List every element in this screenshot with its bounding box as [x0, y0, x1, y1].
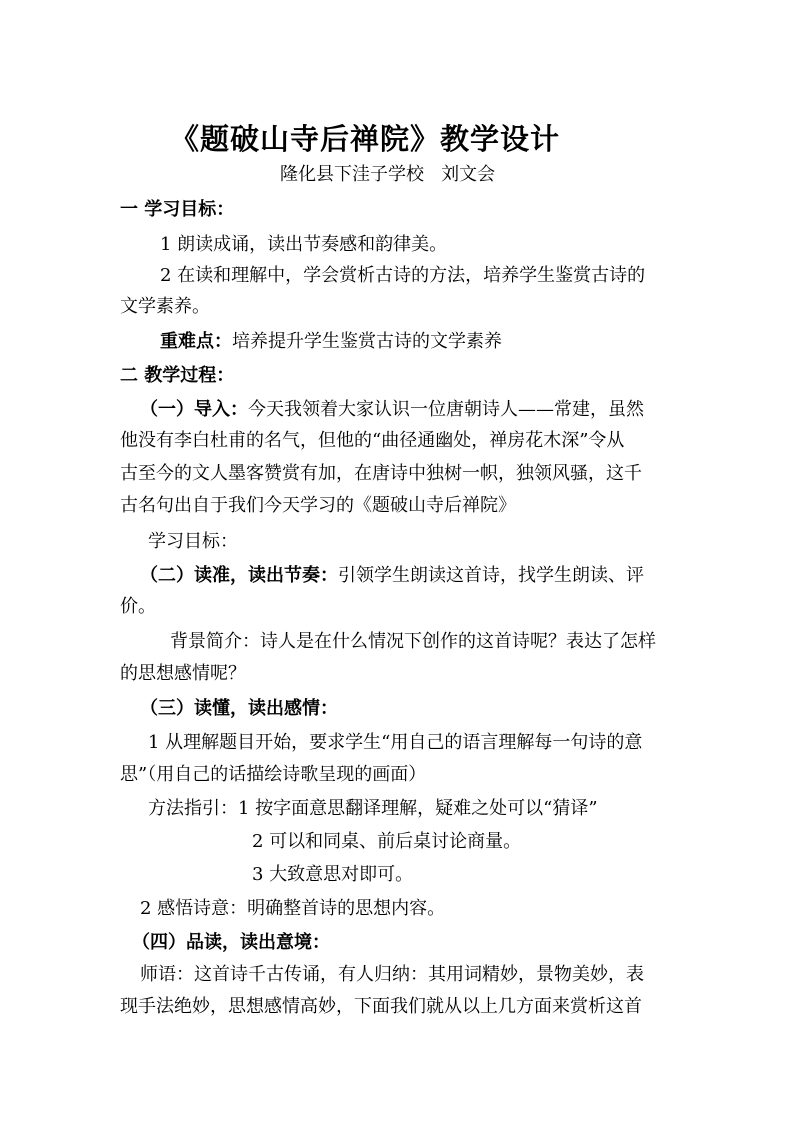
method-line3: 3 大致意思对即可。 — [252, 864, 414, 885]
step1-line1 — [140, 401, 644, 419]
goal-item-2-line2: 文学素养。 — [120, 296, 210, 317]
step1-label: （一）导入： — [140, 399, 248, 420]
key-points-label: 重难点： — [160, 331, 232, 352]
step1-line4: 古名句出自于我们今天学习的《题破山寺后禅院》 — [120, 495, 516, 516]
goal-item-2-line1: 2 在读和理解中，学会赏析古诗的方法，培养学生鉴赏古诗的 — [160, 265, 646, 286]
step2-text-a: 引领学生朗读这首诗，找学生朗读、评 — [338, 565, 644, 586]
goal-item-1: 1 朗读成诵，读出节奏感和韵律美。 — [160, 234, 448, 255]
method-line1: 方法指引：1 按字面意思翻译理解，疑难之处可以“猜译” — [148, 798, 598, 819]
section-heading-goals: 一 学习目标： — [120, 199, 235, 220]
key-points — [160, 333, 502, 351]
document-title: 《题破山寺后禅院》教学设计 — [170, 122, 561, 156]
teacher-line1: 师语：这首诗千古传诵，有人归纳：其用词精妙，景物美妙，表 — [140, 964, 644, 985]
background-line2: 的思想感情呢？ — [120, 663, 246, 684]
step4-label: （四）品读，读出意境： — [132, 932, 330, 953]
step1-line2: 他没有李白杜甫的名气，但他的“曲径通幽处，禅房花木深”令从 — [120, 430, 625, 451]
step1-line3: 古至今的文人墨客赞赏有加，在唐诗中独树一帜，独领风骚，这千 — [120, 463, 642, 484]
study-goal: 学习目标： — [148, 531, 238, 552]
step2-label: （二）读准，读出节奏： — [140, 565, 338, 586]
background-line1: 背景简介：诗人是在什么情况下创作的这首诗呢？表达了怎样 — [170, 631, 656, 652]
method-line2: 2 可以和同桌、前后桌讨论商量。 — [252, 831, 522, 852]
section-heading-process: 二 教学过程： — [120, 365, 235, 386]
step1-text-a: 今天我领着大家认识一位唐朝诗人——常建，虽然 — [248, 399, 644, 420]
step3-label: （三）读懂，读出感情： — [140, 698, 338, 719]
step2-line1 — [140, 567, 644, 585]
step2-line2: 价。 — [120, 596, 156, 617]
step3-line3: 2 感悟诗意：明确整首诗的思想内容。 — [140, 898, 446, 919]
teacher-line2: 现手法绝妙，思想感情高妙，下面我们就从以上几方面来赏析这首 — [120, 996, 642, 1017]
step3-line2: 思”（用自己的话描绘诗歌呈现的画面） — [120, 764, 427, 785]
step3-line1: 1 从理解题目开始，要求学生“用自己的语言理解每一句诗的意 — [148, 732, 643, 753]
author-line: 隆化县下洼子学校 刘文会 — [280, 164, 496, 185]
key-points-text: 培养提升学生鉴赏古诗的文学素养 — [232, 331, 502, 352]
